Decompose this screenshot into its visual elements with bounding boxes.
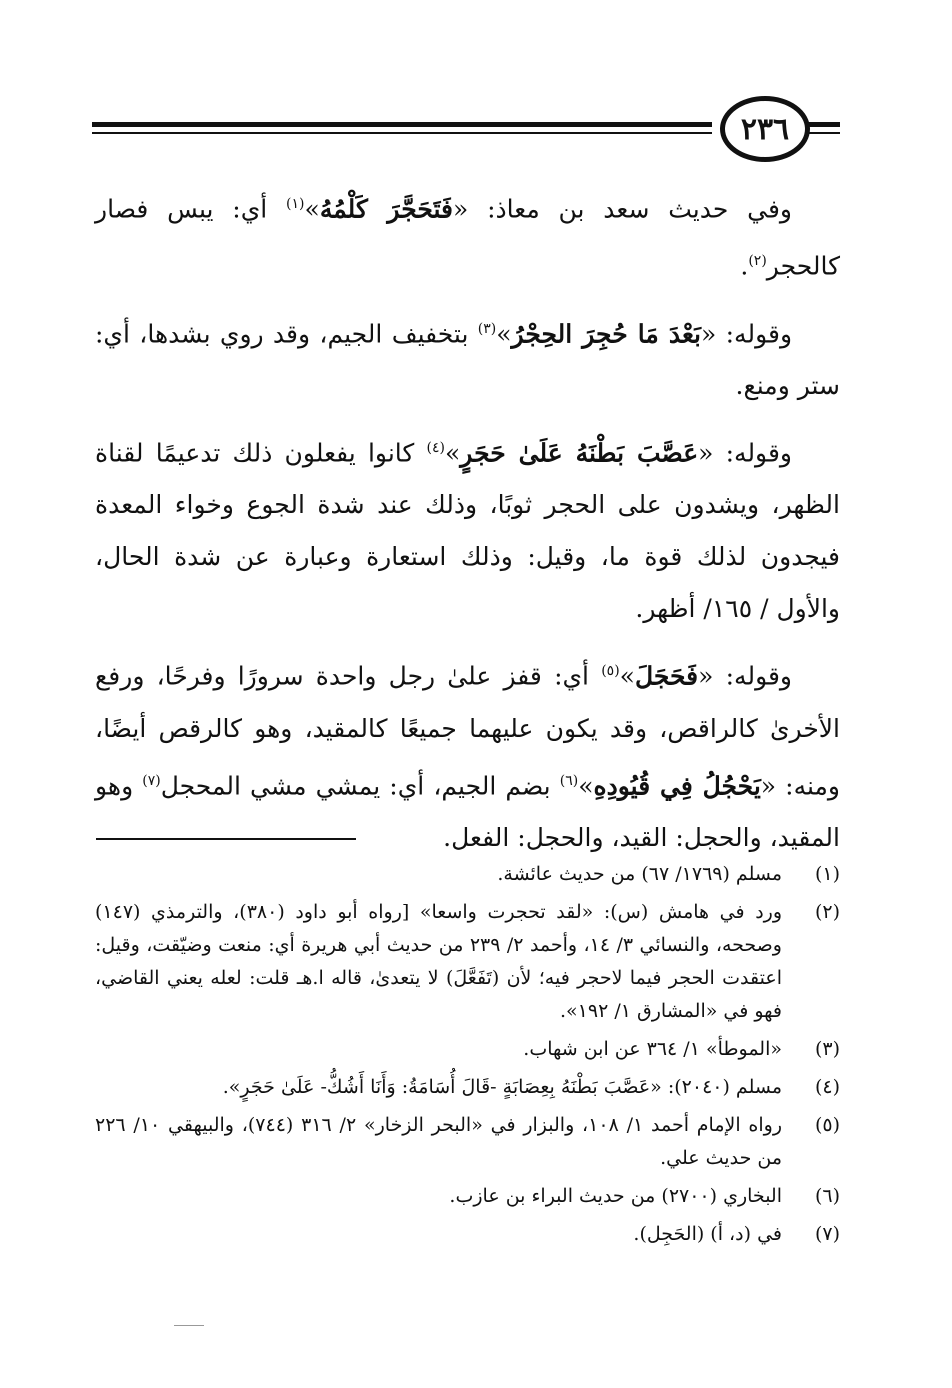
footnote-text: ورد في هامش (س): «لقد تحجرت واسعا» [رواه أبو داود (٣٨٠)، والترمذي (١٤٧) وصححه، والنسائي ٣/ ١٤، وأحمد ٢/ ٢٣٩ من حديث أبي هريرة أي: منعت وضيّقت، وقيل: اعتقدت الحجر فيما لاحجر فيه؛ لأن (تَفَعَّلَ) لا يتعدىٰ، قاله ا.هـ قلت: لعله يعني القاضي، فهو في «المشارق ١/ ١٩٢». bbox=[95, 901, 783, 1022]
page-number: ٢٣٦ bbox=[720, 96, 810, 162]
footnote-ref: (٦) bbox=[559, 772, 579, 789]
footnote-number: (٥) bbox=[814, 1114, 840, 1136]
text: » bbox=[619, 661, 635, 691]
paragraph-1 bbox=[95, 178, 840, 293]
text: وفي حديث سعد بن معاذ: « bbox=[452, 194, 792, 224]
footnote-number: (٦) bbox=[814, 1185, 840, 1207]
footnote-text: في (د، أ) (الحَجِل). bbox=[633, 1223, 782, 1245]
quoted-hadith: عَصَّبَ بَطْنَهُ عَلَىٰ حَجَرٍ bbox=[460, 438, 699, 468]
footnote-separator bbox=[96, 838, 356, 840]
footnote-ref: (٧) bbox=[142, 772, 161, 789]
text: وقوله: « bbox=[701, 318, 793, 348]
text: » bbox=[444, 438, 461, 468]
footnote-number: (٣) bbox=[814, 1038, 840, 1060]
text: وهو المقيد، والحجل: القيد، والحجل: الفعل. bbox=[95, 770, 840, 852]
quoted-hadith: بَعْدَ مَا حُجِرَ الحِجْرُ bbox=[511, 318, 701, 348]
paragraph-4 bbox=[95, 645, 840, 864]
header-rule-thin bbox=[92, 132, 712, 134]
footnote bbox=[95, 1218, 840, 1251]
quoted-hadith: فَحَجَلَ bbox=[634, 661, 699, 691]
footnote bbox=[95, 896, 840, 1028]
footnote-number: (١) bbox=[814, 863, 840, 885]
page-header bbox=[92, 92, 840, 172]
footnote-number: (٧) bbox=[814, 1223, 840, 1245]
footnote-text: «الموطأ» ١/ ٣٦٤ عن ابن شهاب. bbox=[523, 1038, 782, 1060]
paragraph-3 bbox=[95, 422, 840, 635]
paragraph-2 bbox=[95, 303, 840, 412]
footnote-text: البخاري (٢٧٠٠) من حديث البراء بن عازب. bbox=[449, 1185, 782, 1207]
footnote bbox=[95, 1180, 840, 1213]
quoted-hadith: فَتَحَجَّرَ كَلْمُهُ bbox=[319, 194, 453, 224]
text: أي: يبس فصار كالحجر bbox=[95, 194, 840, 281]
text: وقوله: « bbox=[698, 661, 793, 691]
text: بتخفيف الجيم، وقد روي بشدها، أي: ستر ومنع. bbox=[95, 318, 840, 400]
header-rule-thick bbox=[92, 122, 712, 127]
footnote-ref: (٣) bbox=[477, 320, 497, 337]
header-rule-right-thick bbox=[806, 122, 840, 127]
text: » bbox=[578, 770, 594, 800]
footnotes bbox=[95, 858, 840, 1256]
footnote-text: مسلم (١٧٦٩/ ٦٧) من حديث عائشة. bbox=[497, 863, 782, 885]
text: » bbox=[496, 318, 512, 348]
footnote bbox=[95, 1071, 840, 1104]
footnote-ref: (٤) bbox=[426, 439, 445, 456]
footnote bbox=[95, 858, 840, 891]
footnote-text: مسلم (٢٠٤٠): «عَصَّبَ بَطْنَهُ بِعِصَابَةٍ -قَالَ أُسَامَةُ: وَأَنَا أَشُكُّ- عَلَىٰ حَجَرٍ». bbox=[222, 1076, 782, 1098]
text: . bbox=[740, 251, 749, 281]
footnote-number: (٢) bbox=[814, 901, 840, 923]
footnote-number: (٤) bbox=[814, 1076, 840, 1098]
footnote-ref: (٢) bbox=[748, 253, 767, 270]
footnote-ref: (٥) bbox=[601, 663, 620, 680]
text: أي: قفز علىٰ رجل واحدة سرورًا وفرحًا، ورفع الأخرىٰ كالراقص، وقد يكون عليهما جميعًا كالمقيد، وهو كالرقص أيضًا، ومنه: « bbox=[95, 661, 840, 800]
header-rule-right-thin bbox=[806, 132, 840, 134]
quoted-hadith: يَحْجُلُ فِي قُيُودِهِ bbox=[593, 770, 761, 800]
footnote-text: رواه الإمام أحمد ١/ ١٠٨، والبزار في «البحر الزخار» ٢/ ٣١٦ (٧٤٤)، والبيهقي ١٠/ ٢٢٦ من حديث علي. bbox=[95, 1114, 783, 1169]
text: » bbox=[304, 194, 320, 224]
text: بضم الجيم، أي: يمشي مشي المحجل bbox=[160, 770, 560, 800]
text: كانوا يفعلون ذلك تدعيمًا لقناة الظهر، ويشدون على الحجر ثوبًا، وذلك عند شدة الجوع وخواء المعدة فيجدون لذلك قوة ما، وقيل: وذلك استعارة وعبارة عن شدة الحال، والأول / ١٦٥/ أظهر. bbox=[95, 438, 840, 624]
scan-mark bbox=[174, 1325, 204, 1326]
text: وقوله: « bbox=[698, 438, 793, 468]
footnote bbox=[95, 1109, 840, 1175]
footnote bbox=[95, 1033, 840, 1066]
footnote-ref: (١) bbox=[286, 196, 305, 212]
main-text bbox=[95, 178, 840, 874]
